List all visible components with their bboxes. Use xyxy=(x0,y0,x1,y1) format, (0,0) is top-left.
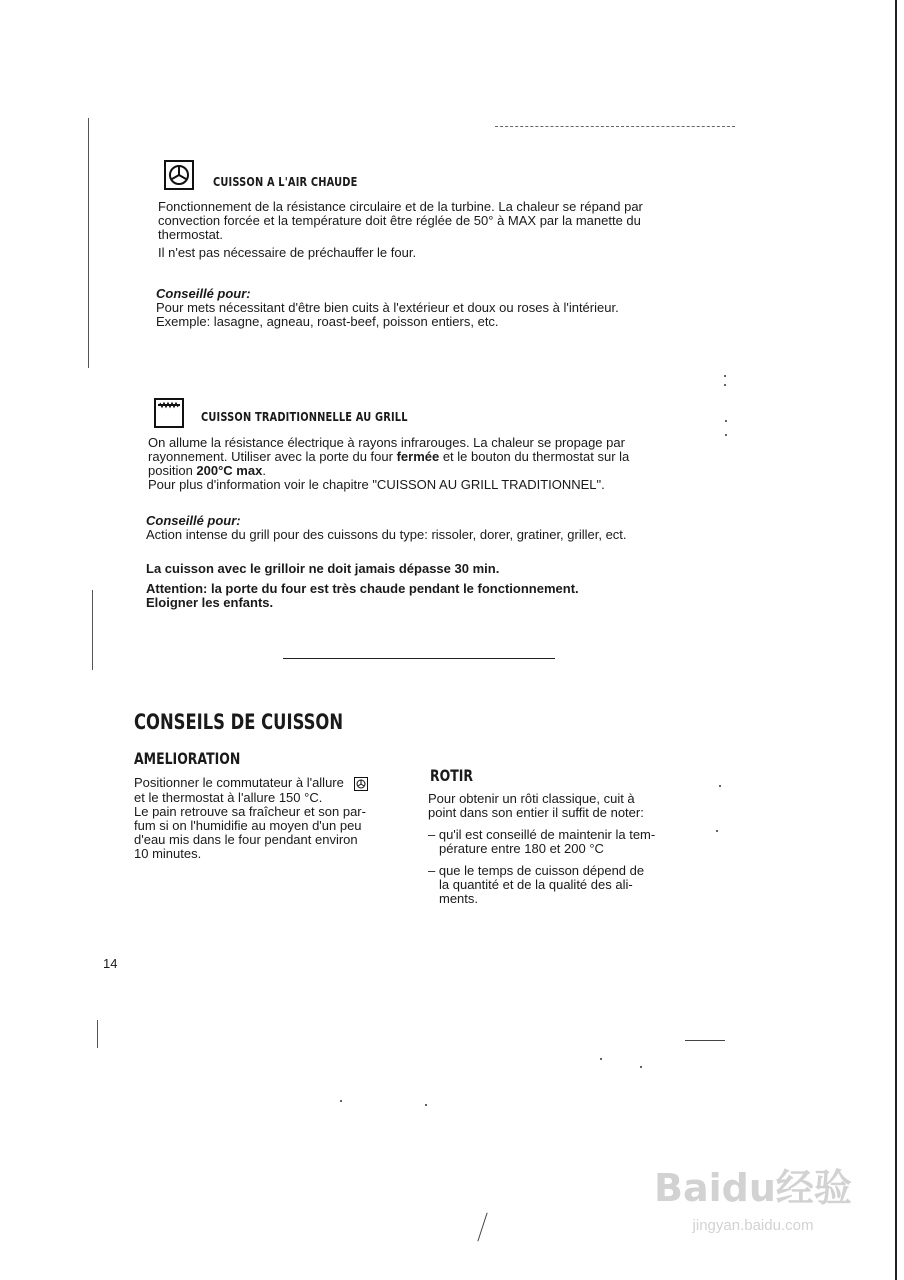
warning-text: La cuisson avec le grilloir ne doit jamais dépasse 30 min. xyxy=(146,561,500,576)
text-line: On allume la résistance électrique à rayons infrarouges. La chaleur se propage par xyxy=(148,435,625,450)
fan-oven-icon xyxy=(164,160,194,190)
subsection-title-amelioration: AMELIORATION xyxy=(134,749,241,768)
text-line: fum si on l'humidifie au moyen d'un peu xyxy=(134,817,362,833)
section-divider xyxy=(283,658,555,659)
text-line: et le thermostat à l'allure 150 °C. xyxy=(134,789,323,805)
text-line: pérature entre 180 et 200 °C xyxy=(439,841,604,856)
watermark xyxy=(648,1168,858,1236)
text-line: Pour mets nécessitant d'être bien cuits à l'extérieur et doux ou roses à l'intérieur. xyxy=(156,300,619,315)
air-chaude-description xyxy=(158,200,703,260)
scan-dashed-line xyxy=(495,126,735,127)
text-line: thermostat. xyxy=(158,227,224,242)
text-line: la quantité et de la qualité des ali- xyxy=(439,877,633,892)
page-section-title: CONSEILS DE CUISSON xyxy=(134,710,344,734)
scan-margin-line xyxy=(97,1020,98,1048)
text-line: position 200°C max. xyxy=(148,463,266,478)
fan-oven-icon xyxy=(354,777,368,791)
conseil-label: Conseillé pour: xyxy=(146,513,241,528)
text-line: Il n'est pas nécessaire de préchauffer le four. xyxy=(158,245,417,260)
text-line: ments. xyxy=(439,891,479,906)
watermark-brand: Baidu经验 xyxy=(654,1166,852,1210)
section-title-grill: CUISSON TRADITIONNELLE AU GRILL xyxy=(201,410,408,424)
text-line: rayonnement. Utiliser avec la porte du four fermée et le bouton du thermostat sur la xyxy=(148,449,630,464)
grill-description xyxy=(148,436,696,492)
text-line: convection forcée et la température doit être réglée de 50° à MAX par la manette du xyxy=(158,213,641,228)
text-line: Action intense du grill pour des cuissons du type: rissoler, dorer, gratiner, griller, ect. xyxy=(146,527,627,542)
air-chaude-conseil xyxy=(156,287,701,329)
text-line: Fonctionnement de la résistance circulaire et de la turbine. La chaleur se répand par xyxy=(158,199,643,214)
grill-warnings xyxy=(146,562,696,610)
warning-text: Attention: la porte du four est très chaude pendant le fonctionnement. xyxy=(146,581,579,596)
grill-conseil xyxy=(146,514,696,542)
text-line: – qu'il est conseillé de maintenir la tem- xyxy=(428,827,656,842)
text-line: Positionner le commutateur à l'allure xyxy=(134,776,394,791)
scan-margin-line xyxy=(92,590,93,670)
text-line: 10 minutes. xyxy=(134,845,202,861)
text-line: point dans son entier il suffit de noter: xyxy=(428,805,644,820)
grill-icon xyxy=(154,398,184,428)
text-line: Pour plus d'information voir le chapitre "CUISSON AU GRILL TRADITIONNEL". xyxy=(148,477,605,492)
scan-mark xyxy=(477,1213,487,1242)
scan-mark xyxy=(685,1040,725,1041)
amelioration-text xyxy=(134,776,394,861)
warning-text: Eloigner les enfants. xyxy=(146,595,274,610)
scan-margin-line xyxy=(88,118,89,368)
watermark-url: jingyan.baidu.com xyxy=(692,1217,814,1234)
text-line: Le pain retrouve sa fraîcheur et son par- xyxy=(134,803,366,819)
conseil-label: Conseillé pour: xyxy=(156,286,251,301)
subsection-title-rotir: ROTIR xyxy=(430,766,473,785)
scan-right-edge-line xyxy=(895,0,897,1280)
section-title-air-chaude: CUISSON A L'AIR CHAUDE xyxy=(213,175,358,189)
text-line: Pour obtenir un rôti classique, cuit à xyxy=(428,791,635,806)
text-line: d'eau mis dans le four pendant environ xyxy=(134,831,358,847)
text-line: Exemple: lasagne, agneau, roast-beef, poisson entiers, etc. xyxy=(156,314,499,329)
rotir-text xyxy=(428,792,688,906)
text-line: – que le temps de cuisson dépend de xyxy=(428,863,645,878)
page-number: 14 xyxy=(103,956,118,971)
